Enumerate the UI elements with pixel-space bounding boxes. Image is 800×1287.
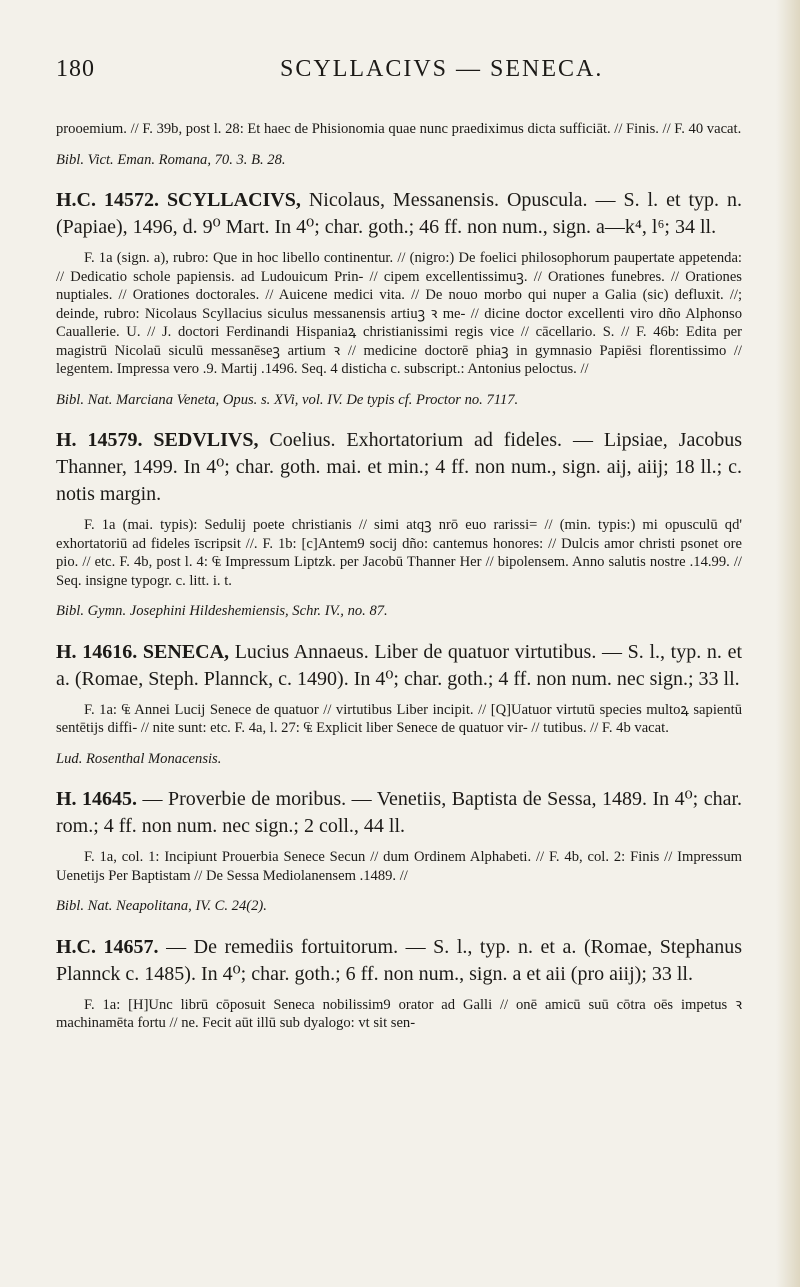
intro-bibliography: Bibl. Vict. Eman. Romana, 70. 3. B. 28.: [56, 151, 286, 168]
entry-title: Lucius Annaeus. Liber de quatuor virtutibus. — S. l., typ. n. et a. (Romae, Steph. Plannck, c. 1490). In 4⁰; char. goth.; 4 ff. non num. nec sign.; 33 ll.: [56, 640, 743, 690]
entry-description: F. 1a: [H]Unc librū cōposuit Seneca nobilissim9 orator ad Galli // onē amicū suū cōtra oēs impetus ꝛ machinamēta fortu // ne. Fecit aūt illū sub dyalogo: vt sit sen-: [56, 996, 742, 1031]
entry-heading: [56, 639, 742, 693]
page-body: [56, 120, 742, 1033]
page-header: [56, 56, 742, 90]
page-number: 180: [56, 56, 95, 82]
entry-description: F. 1a (sign. a), rubro: Que in hoc libello continentur. // (nigro:) De foelici philosophorum paupertate appetenda: // Dedicatio schole papiensis. ad Ludouicum Prin- // cipem excellentissimuꝫ. // Orationes funebres. // Orationes nuptiales. // Orationes doctorales. // Auicene medici vita. // De nouo morbo qui nuper a Galia (sic) defluxit. //; deinde, rubro: Nicolaus Scyllacius siculus messanensis artiuꝫ ꝛ me- // dicine doctor excellenti viro dño Alphonso Cauallerie. U. // J. doctori Ferdinandi Hispaniaꝝ christianissimi regis vice // cācellario. S. // F. 46b: Edita per magistrū Nicolaū siculū messanēseꝫ artium ꝛ // medicine doctorē phiaꝫ in gymnasio Papiēsi florentissimo // legentem. Impressa vero .9. Martij .1496. Seq. 4 disticha c. subscript.: Antonius peloctus. //: [56, 250, 742, 377]
entry-id: H. 14616.: [56, 640, 138, 663]
entry-author: SEDVLIVS,: [153, 429, 259, 451]
entry-author: SENECA,: [142, 640, 230, 663]
entry-id: H.C. 14572.: [56, 189, 159, 211]
entry-description: F. 1a, col. 1: Incipiunt Prouerbia Senece Secun // dum Ordinem Alphabeti. // F. 4b, col. 2: Finis // Impressum Uenetijs Per Baptistam // De Sessa Mediolanensem .1489. //: [56, 849, 742, 884]
entry-bibliography: Bibl. Gymn. Josephini Hildeshemiensis, Schr. IV., no. 87.: [56, 603, 388, 619]
catalog-entry: [56, 639, 742, 769]
entry-id: H. 14579.: [56, 429, 143, 451]
entry-bibliography: Lud. Rosenthal Monacensis.: [56, 750, 222, 767]
catalog-entry: [56, 786, 742, 916]
intro-text: prooemium. // F. 39b, post l. 28: Et haec de Phisionomia quae nunc praediximus dicta sufficiāt. // Finis. // F. 40 vacat.: [56, 121, 742, 137]
catalog-entry: [56, 187, 742, 409]
page-edge-shading: [776, 0, 800, 1287]
entry-title: Nicolaus, Messanensis. Opuscula. — S. l. et typ. n. (Papiae), 1496, d. 9⁰ Mart. In 4⁰; char. goth.; 46 ff. non num., sign. a—k⁴, l⁶; 34 ll.: [56, 189, 742, 238]
entry-description: F. 1a (mai. typis): Sedulij poete christianis // simi atqꝫ nrō euo rarissi= // (min. typis:) mi opusculū qd' exhortatoriū ad fideles īscripsit //. F. 1b: [c]Antem9 socij dño: cantemus honores: // Dulcis amor christi psonet ore pio. // etc. F. 4b, post l. 4: ₠ Impressum Liptzk. per Jacobū Thanner Her // bipolensem. Anno salutis nostre .14.99. // Seq. insigne typogr. c. litt. i. t.: [56, 517, 742, 589]
entry-bibliography: Bibl. Nat. Neapolitana, IV. C. 24(2).: [56, 898, 267, 914]
entry-heading: [56, 786, 742, 840]
entry-description: F. 1a: ₠ Annei Lucij Senece de quatuor // virtutibus Liber incipit. // [Q]Uatuor virtutū species multoꝝ sapientū sentētijs diffi- // nite sunt: etc. F. 4a, l. 27: ₠ Explicit liber Senece de quatuor vir- // tutibus. // F. 4b vacat.: [56, 701, 742, 736]
entry-heading: [56, 187, 742, 241]
entry-author: SCYLLACIVS,: [166, 189, 301, 211]
entry-title: Coelius. Exhortatorium ad fideles. — Lipsiae, Jacobus Thanner, 1499. In 4⁰; char. goth. mai. et min.; 4 ff. non num., sign. aij, aiij; 18 ll.; c. notis margin.: [56, 429, 742, 505]
entry-heading: [56, 934, 742, 988]
catalog-entry: [56, 427, 742, 621]
entry-title: — Proverbie de moribus. — Venetiis, Baptista de Sessa, 1489. In 4⁰; char. rom.; 4 ff. non num. nec sign.; 2 coll., 44 ll.: [56, 788, 743, 837]
entry-bibliography: Bibl. Nat. Marciana Veneta, Opus. s. XVi, vol. IV. De typis cf. Proctor no. 7117.: [56, 391, 519, 408]
entry-id: H. 14645.: [56, 788, 138, 810]
entry-heading: [56, 427, 742, 508]
catalog-entry: [56, 934, 742, 1033]
entry-title: — De remediis fortuitorum. — S. l., typ. n. et a. (Romae, Stephanus Plannck c. 1485). In 4⁰; char. goth.; 6 ff. non num., sign. a et aii (pro aiij); 33 ll.: [56, 935, 743, 985]
entry-id: H.C. 14657.: [56, 935, 159, 958]
running-title: SCYLLACIVS — SENECA.: [280, 56, 604, 82]
